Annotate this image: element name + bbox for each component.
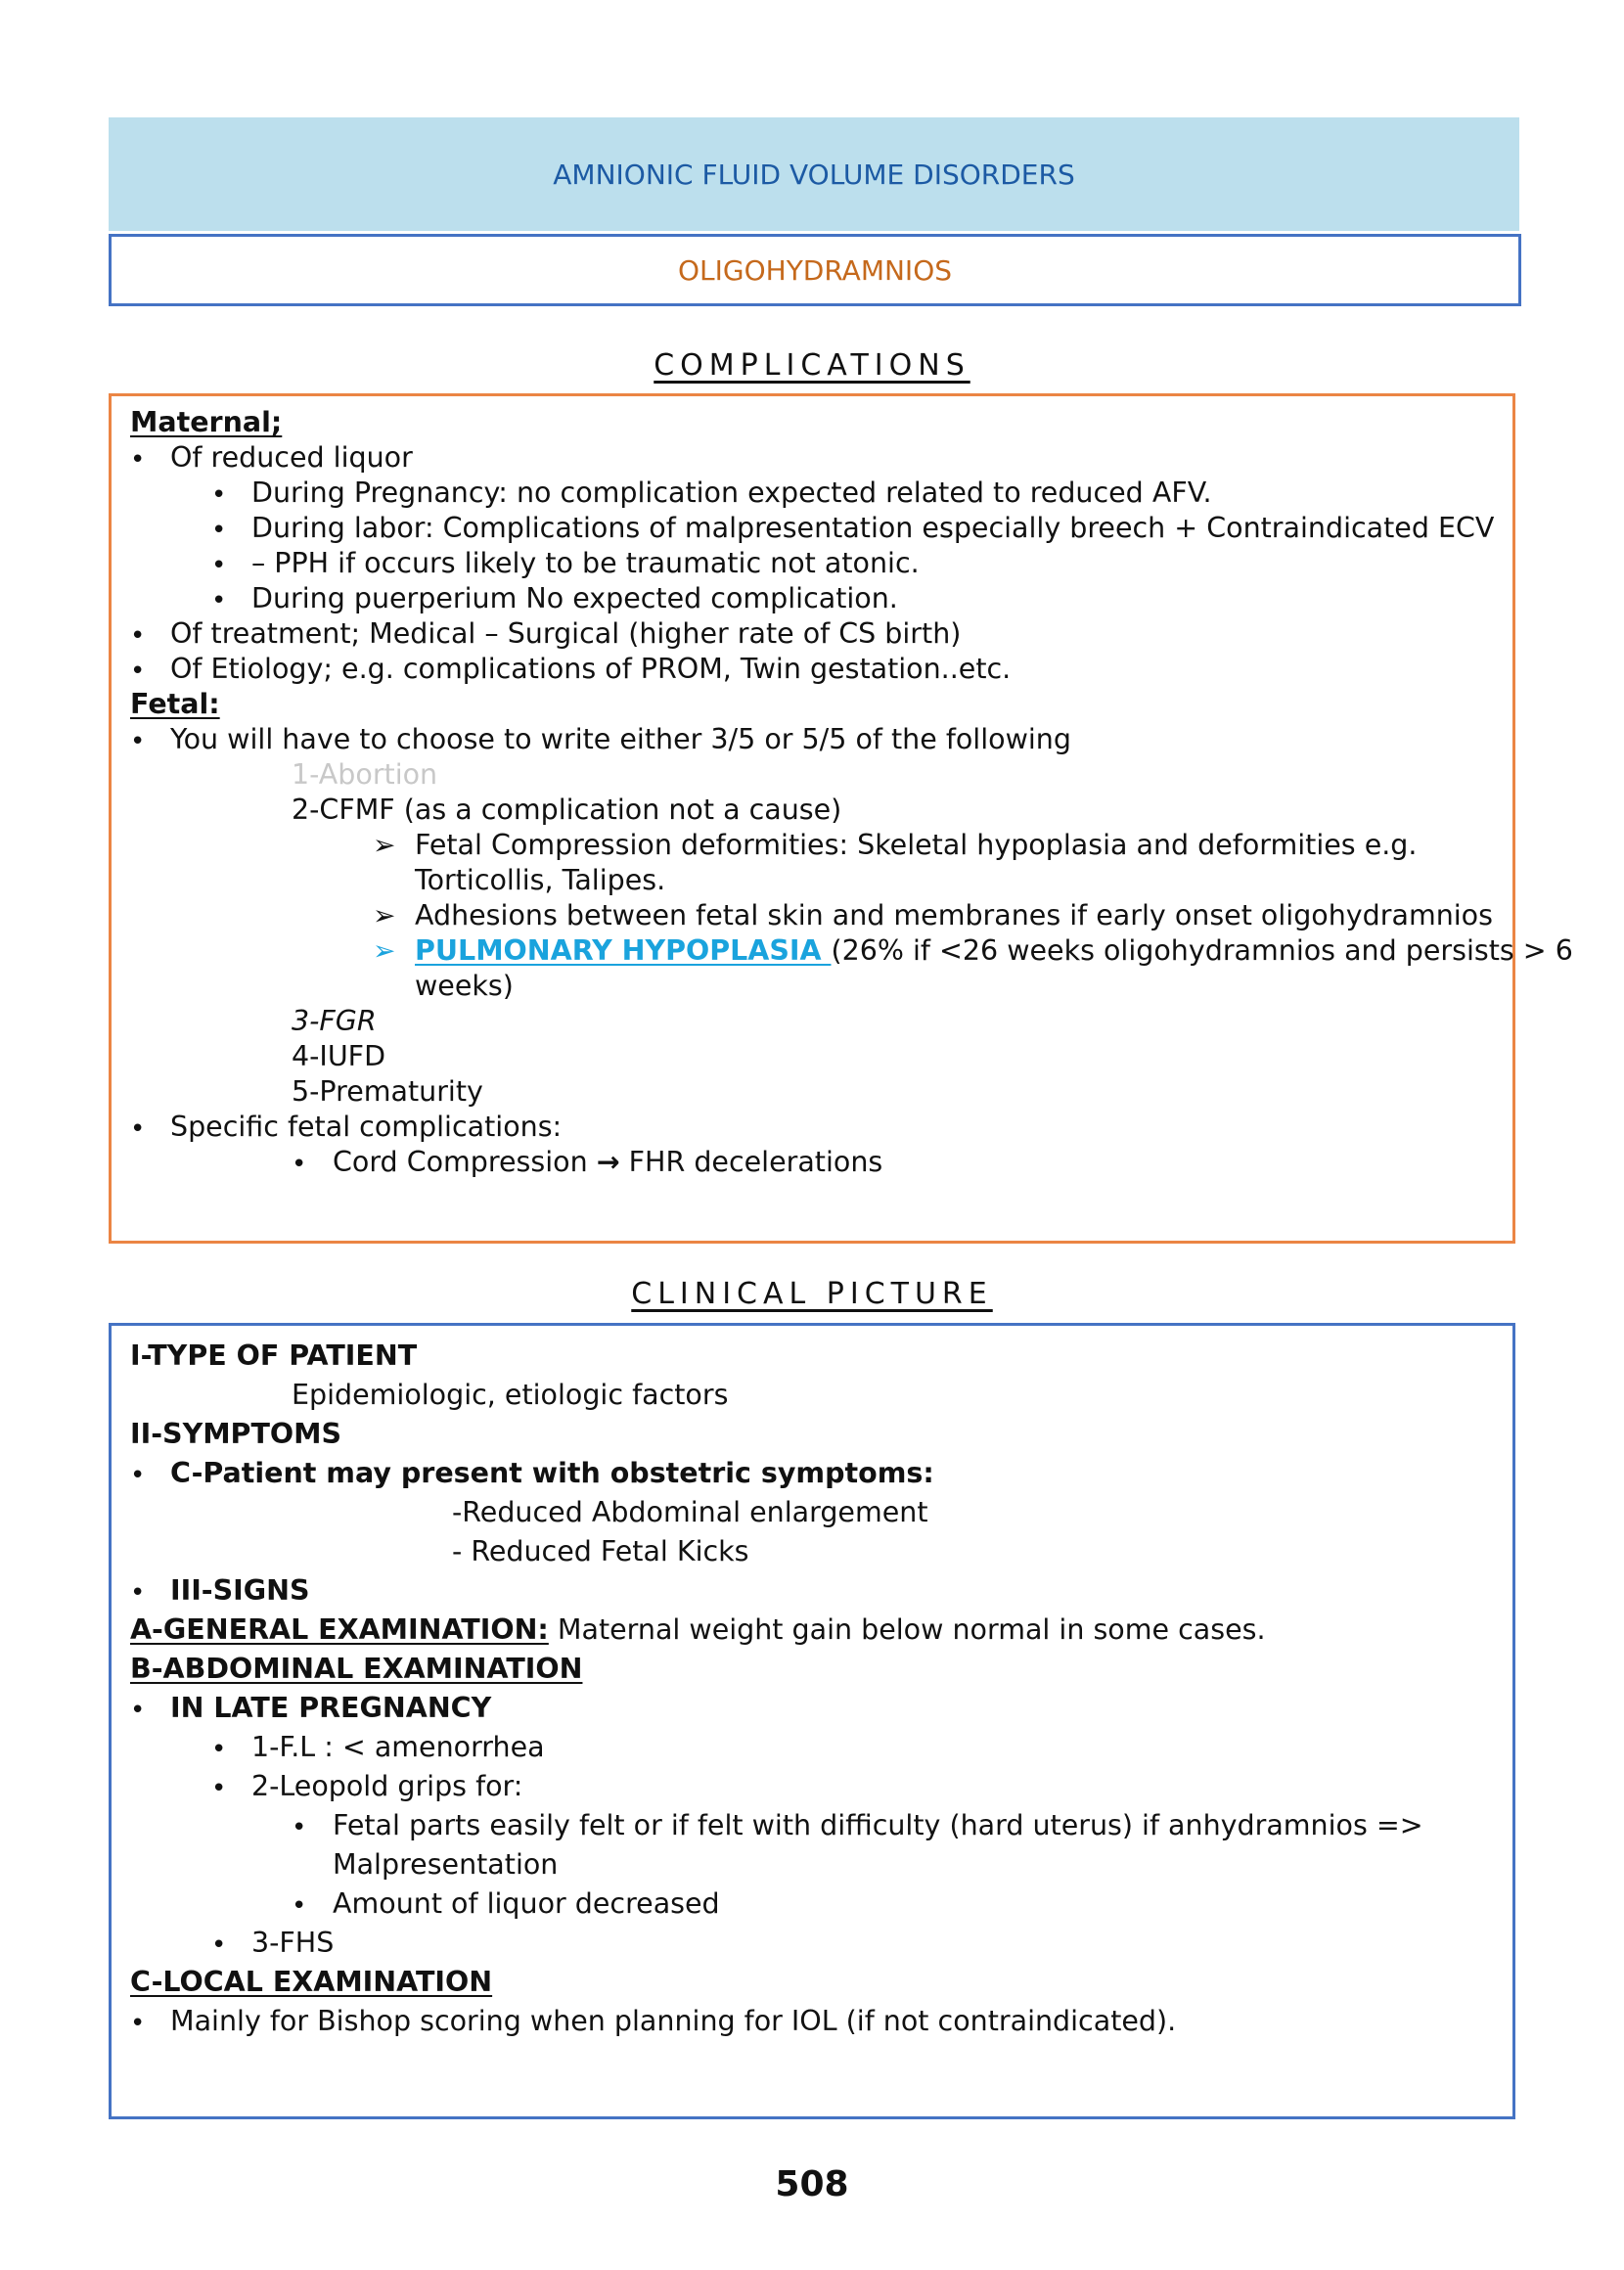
list-item: -Reduced Abdominal enlargement — [452, 1496, 928, 1528]
bullet: • — [292, 1891, 307, 1921]
list-item: Fetal parts easily felt or if felt with difficulty (hard uterus) if anhydramnios => — [333, 1809, 1423, 1841]
fetal-label: Fetal: — [130, 688, 220, 720]
cord-compression-text: Cord Compression — [333, 1146, 588, 1178]
list-item: Torticollis, Talipes. — [415, 864, 666, 896]
arrow-bullet-icon: ➢ — [373, 899, 396, 931]
list-item: 1-Abortion — [292, 758, 438, 791]
list-item: Mainly for Bishop scoring when planning for IOL (if not contraindicated). — [170, 2005, 1177, 2037]
pulmonary-hypoplasia-link[interactable]: PULMONARY HYPOPLASIA — [415, 934, 832, 967]
list-item — [415, 934, 1573, 967]
bullet: • — [130, 1696, 146, 1725]
bullet: • — [211, 1930, 227, 1960]
subheading: I-TYPE OF PATIENT — [130, 1339, 418, 1372]
list-item: Of Etiology; e.g. complications of PROM, Twin gestation..etc. — [170, 653, 1012, 685]
bullet: • — [130, 727, 146, 756]
list-item: Epidemiologic, etiologic factors — [292, 1379, 729, 1411]
bullet: • — [211, 516, 227, 545]
subheading: III-SIGNS — [170, 1574, 310, 1607]
list-item: 2-CFMF (as a complication not a cause) — [292, 794, 842, 826]
list-item: 4-IUFD — [292, 1040, 386, 1072]
fhr-text: FHR decelerations — [628, 1146, 883, 1178]
maternal-label: Maternal; — [130, 406, 283, 438]
page-title: AMNIONIC FLUID VOLUME DISORDERS — [109, 117, 1519, 231]
page-number: 508 — [775, 2164, 849, 2204]
list-item: 1-F.L : < amenorrhea — [251, 1731, 545, 1763]
bullet: • — [130, 445, 146, 475]
bullet: • — [130, 657, 146, 686]
subheading: II-SYMPTOMS — [130, 1418, 342, 1450]
page-subtitle: OLIGOHYDRAMNIOS — [109, 234, 1521, 306]
bullet: • — [130, 1578, 146, 1608]
list-item: Of reduced liquor — [170, 441, 413, 474]
subheading: C-LOCAL EXAMINATION — [130, 1966, 493, 1998]
list-item: Specific fetal complications: — [170, 1111, 563, 1143]
bullet: • — [211, 480, 227, 510]
subheading: B-ABDOMINAL EXAMINATION — [130, 1653, 583, 1685]
list-item: 2-Leopold grips for: — [251, 1770, 523, 1802]
list-item: During Pregnancy: no complication expected related to reduced AFV. — [251, 477, 1212, 509]
list-item: During labor: Complications of malpresentation especially breech + Contraindicated ECV — [251, 512, 1495, 544]
list-item: Fetal Compression deformities: Skeletal hypoplasia and deformities e.g. — [415, 829, 1418, 861]
list-item: C-Patient may present with obstetric symptoms: — [170, 1457, 934, 1489]
pulmonary-detail: (26% if <26 weeks oligohydramnios and persists > 6 — [831, 934, 1573, 967]
bullet: • — [130, 2009, 146, 2038]
list-item: Of treatment; Medical – Surgical (higher rate of CS birth) — [170, 617, 962, 650]
list-item — [333, 1146, 883, 1178]
bullet: • — [130, 1114, 146, 1144]
arrow-right-icon: → — [596, 1146, 620, 1178]
bullet: • — [211, 1735, 227, 1764]
bullet: • — [130, 1461, 146, 1490]
list-item: - Reduced Fetal Kicks — [452, 1535, 749, 1567]
list-item: During puerperium No expected complication. — [251, 582, 898, 614]
list-item: 5-Prematurity — [292, 1075, 483, 1108]
arrow-bullet-icon: ➢ — [373, 829, 396, 861]
list-item: 3-FGR — [292, 1005, 377, 1037]
bullet: • — [130, 621, 146, 651]
bullet: • — [211, 1774, 227, 1803]
list-item — [130, 1613, 1266, 1646]
complications-heading: COMPLICATIONS — [654, 348, 970, 383]
bullet: • — [292, 1813, 307, 1842]
list-item: 3-FHS — [251, 1927, 335, 1959]
list-item: You will have to choose to write either 3/5 or 5/5 of the following — [170, 723, 1071, 755]
clinical-picture-heading: CLINICAL PICTURE — [631, 1277, 993, 1311]
list-item: – PPH if occurs likely to be traumatic not atonic. — [251, 547, 920, 579]
bullet: • — [292, 1150, 307, 1179]
list-item: Adhesions between fetal skin and membranes if early onset oligohydramnios — [415, 899, 1493, 931]
arrow-bullet-icon: ➢ — [373, 934, 396, 967]
bullet: • — [211, 551, 227, 580]
bullet: • — [211, 586, 227, 615]
general-exam-text: Maternal weight gain below normal in some cases. — [548, 1613, 1266, 1646]
list-item: Amount of liquor decreased — [333, 1887, 720, 1920]
list-item: Malpresentation — [333, 1848, 559, 1881]
list-item: weeks) — [415, 970, 514, 1002]
list-item: IN LATE PREGNANCY — [170, 1692, 492, 1724]
general-exam-label: A-GENERAL EXAMINATION: — [130, 1613, 549, 1646]
